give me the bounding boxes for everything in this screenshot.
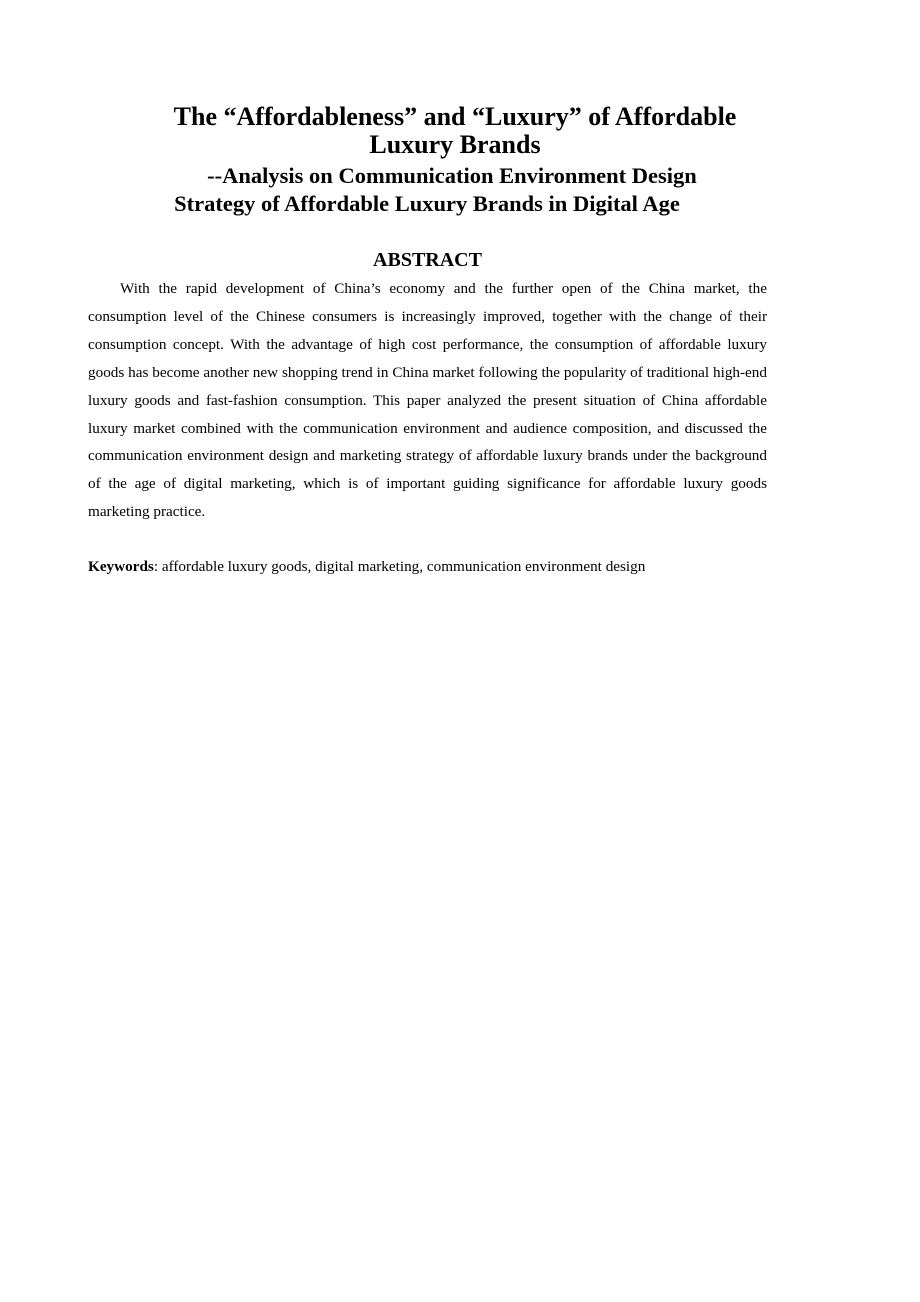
title-line-2: Luxury Brands <box>369 130 541 159</box>
title-line-1: The “Affordableness” and “Luxury” of Affordable <box>173 102 737 131</box>
keywords-text: affordable luxury goods, digital marketing, communication environment design <box>161 558 646 575</box>
keywords-label: Keywords <box>88 558 154 575</box>
subtitle-line-2: Strategy of Affordable Luxury Brands in Digital Age <box>174 191 680 216</box>
abstract-paragraph: With the rapid development of China’s economy and the further open of the China market, the consumption level of the Chinese consumers is increasingly improved, together with the change of their consumption concept. With the advantage of high cost performance, the consumption of affordable luxury goods has become another new shopping trend in China market following the popularity of traditional high-end luxury goods and fast-fashion consumption. This paper analyzed the present situation of China affordable luxury market combined with the communication environment and audience composition, and discussed the communication environment design and marketing strategy of affordable luxury brands under the background of the age of digital marketing, which is of important guiding significance for affordable luxury goods marketing practice. <box>88 280 767 521</box>
subtitle-line-1: --Analysis on Communication Environment Design <box>207 163 697 188</box>
keywords-line <box>88 555 788 579</box>
document-title <box>0 103 910 159</box>
abstract-heading: ABSTRACT <box>373 249 482 271</box>
document-subtitle <box>0 162 900 218</box>
keywords-separator: : <box>153 558 162 575</box>
